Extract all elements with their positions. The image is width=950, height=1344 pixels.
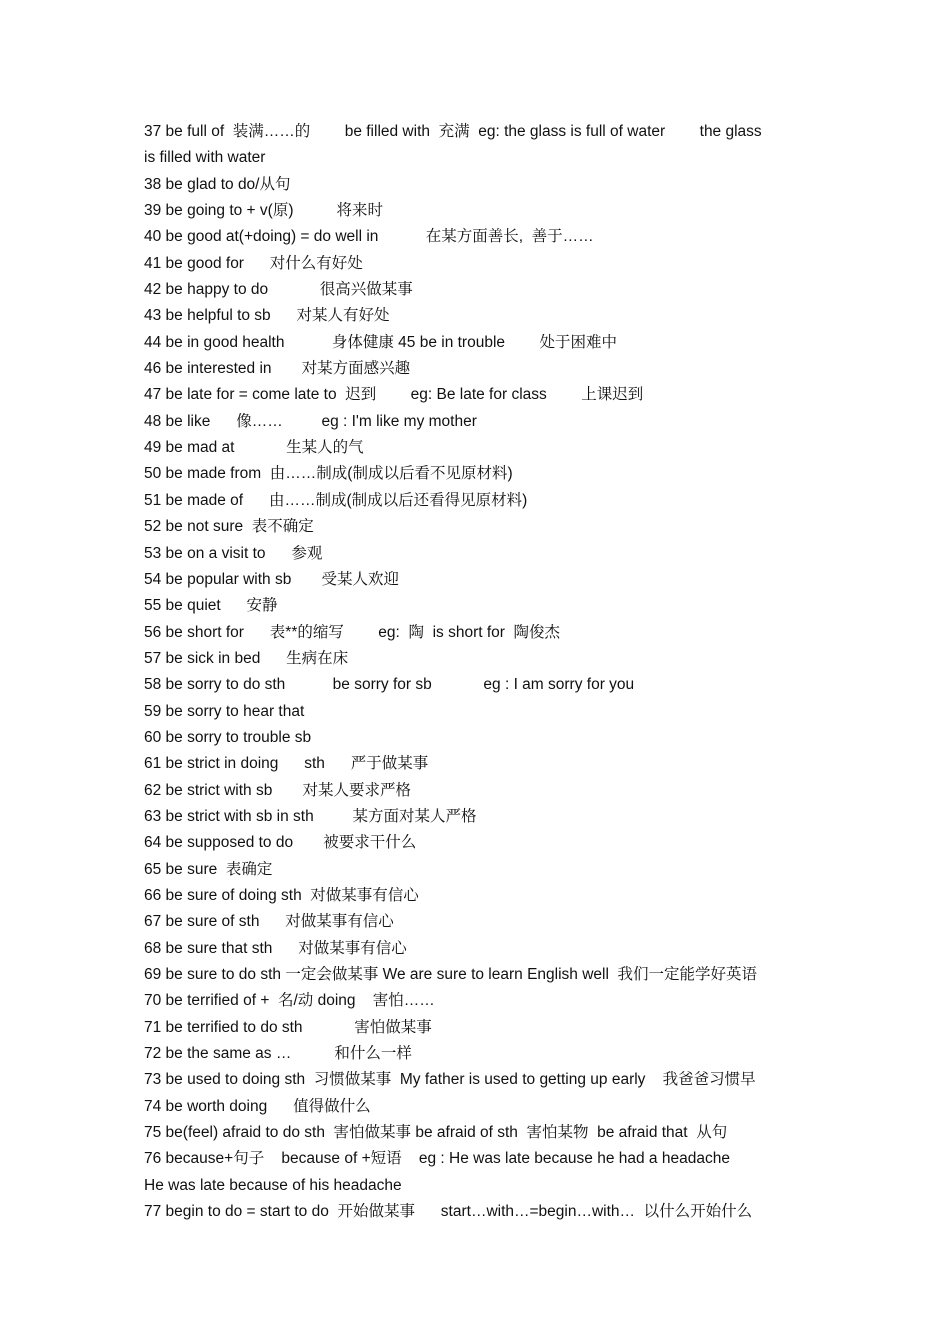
text-line: 75 be(feel) afraid to do sth 害怕做某事 be afraid of sth 害怕某物 be afraid that 从句 — [144, 1124, 728, 1142]
text-line: 49 be mad at 生某人的气 — [144, 439, 364, 457]
text-line: 44 be in good health 身体健康 45 be in trouble 处于困难中 — [144, 333, 617, 351]
text-line: 68 be sure that sth 对做某事有信心 — [144, 939, 407, 957]
text-line: 66 be sure of doing sth 对做某事有信心 — [144, 886, 419, 904]
text-line: 41 be good for 对什么有好处 — [144, 254, 363, 272]
text-line: 65 be sure 表确定 — [144, 860, 273, 878]
text-line: 48 be like 像…… eg : I'm like my mother — [144, 412, 477, 430]
text-line: 51 be made of 由……制成(制成以后还看得见原材料) — [144, 491, 528, 509]
text-line: 73 be used to doing sth 习惯做某事 My father is used to getting up early 我爸爸习惯早 — [144, 1071, 756, 1089]
text-line: 39 be going to + v(原) 将来时 — [144, 202, 384, 220]
text-line: 53 be on a visit to 参观 — [144, 544, 323, 562]
text-line: He was late because of his headache — [144, 1176, 402, 1194]
text-line: 70 be terrified of + 名/动 doing 害怕…… — [144, 992, 435, 1010]
text-line: 54 be popular with sb 受某人欢迎 — [144, 570, 399, 588]
text-line: 37 be full of 装满……的 be filled with 充满 eg: the glass is full of water the glass — [144, 123, 762, 140]
text-line: 52 be not sure 表不确定 — [144, 518, 314, 536]
text-line: 55 be quiet 安静 — [144, 597, 278, 615]
text-line: 56 be short for 表**的缩写 eg: 陶 is short for 陶俊杰 — [144, 623, 561, 641]
text-line: 46 be interested in 对某方面感兴趣 — [144, 360, 411, 378]
text-line: 58 be sorry to do sth be sorry for sb eg : I am sorry for you — [144, 676, 635, 694]
text-line: 50 be made from 由……制成(制成以后看不见原材料) — [144, 465, 513, 483]
text-line: 64 be supposed to do 被要求干什么 — [144, 834, 417, 852]
text-line: 40 be good at(+doing) = do well in 在某方面善长, 善于…… — [144, 228, 594, 246]
text-line: 69 be sure to do sth 一定会做某事 We are sure to learn English well 我们一定能学好英语 — [144, 966, 758, 983]
text-line: 47 be late for = come late to 迟到 eg: Be late for class 上课迟到 — [144, 386, 644, 404]
text-line: 67 be sure of sth 对做某事有信心 — [144, 913, 394, 931]
text-line: 57 be sick in bed 生病在床 — [144, 649, 349, 667]
text-line: 60 be sorry to trouble sb — [144, 728, 312, 746]
text-line: 63 be strict with sb in sth 某方面对某人严格 — [144, 807, 477, 825]
text-line: 43 be helpful to sb 对某人有好处 — [144, 307, 390, 325]
text-line: 77 begin to do = start to do 开始做某事 start…with…=begin…with… 以什么开始什么 — [144, 1203, 753, 1221]
text-line: 76 because+句子 because of +短语 eg : He was late because he had a headache — [144, 1150, 730, 1168]
document-page — [144, 119, 814, 1225]
text-line: 42 be happy to do 很高兴做某事 — [144, 281, 413, 299]
text-line: is filled with water — [144, 149, 266, 167]
text-line: 61 be strict in doing sth 严于做某事 — [144, 755, 429, 773]
text-line: 62 be strict with sb 对某人要求严格 — [144, 781, 412, 799]
text-line: 71 be terrified to do sth 害怕做某事 — [144, 1018, 432, 1036]
text-line: 74 be worth doing 值得做什么 — [144, 1097, 371, 1115]
text-line: 72 be the same as … 和什么一样 — [144, 1045, 412, 1063]
text-line: 59 be sorry to hear that — [144, 702, 305, 720]
text-line: 38 be glad to do/从句 — [144, 175, 291, 193]
